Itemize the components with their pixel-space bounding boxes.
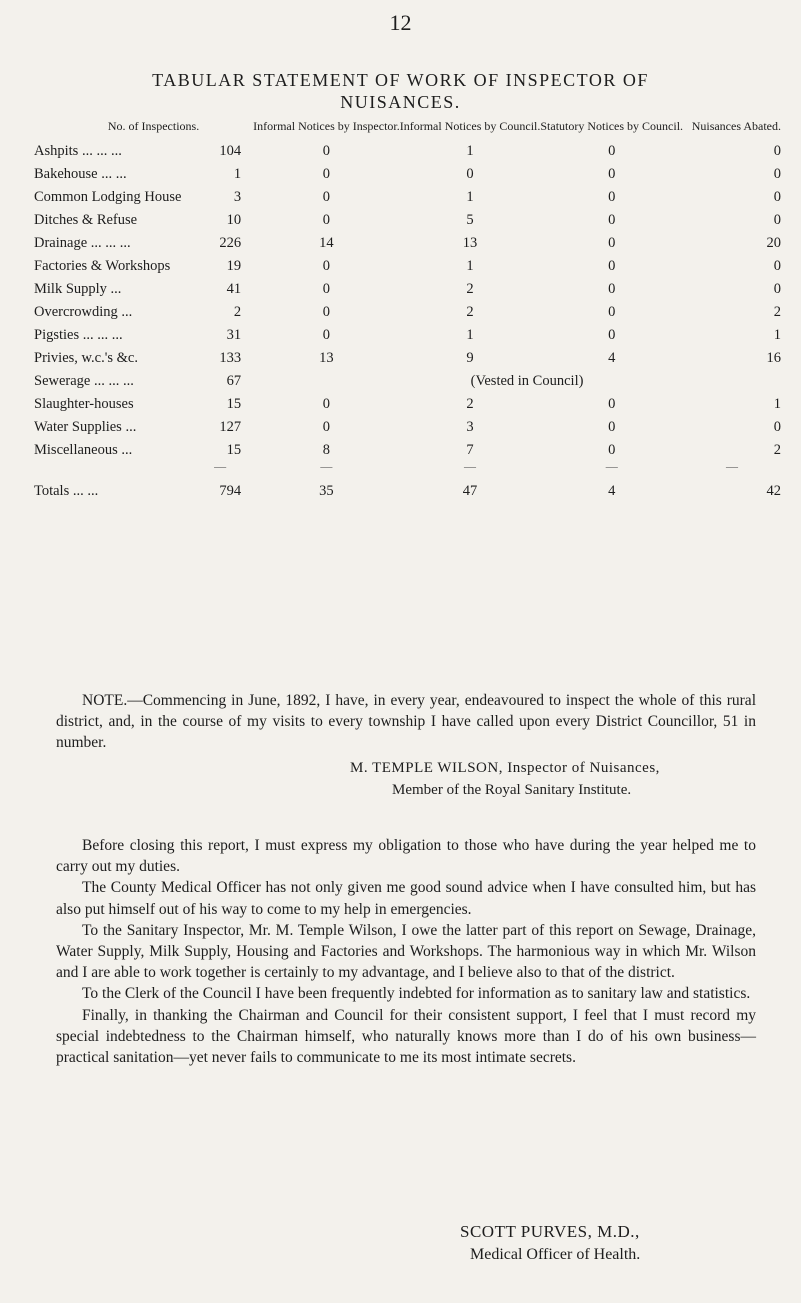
table-cell: 0 — [322, 143, 331, 159]
table-cell: 2 — [466, 396, 474, 412]
table-cell: 0 — [773, 212, 781, 228]
header-statutory-council: Statutory Notices by Council. — [540, 119, 684, 133]
table-cell: 104 — [219, 143, 242, 159]
table-row — [34, 252, 801, 275]
row-label: Factories & Workshops — [34, 258, 171, 274]
table-cell: 0 — [773, 258, 781, 274]
table-cell: 0 — [608, 396, 616, 412]
table-cell: 19 — [226, 258, 242, 274]
table-cell: 31 — [226, 327, 242, 343]
row-label: Overcrowding ... — [34, 304, 133, 320]
row-label: Common Lodging House — [34, 189, 182, 205]
table-row — [34, 160, 801, 183]
table-cell: 0 — [608, 235, 616, 251]
table-header-row — [34, 120, 801, 137]
table-cell: 10 — [226, 212, 242, 228]
table-row — [34, 275, 801, 298]
paragraph: To the Clerk of the Council I have been frequently indebted for information as to sanitary law and statistics. — [82, 985, 751, 1003]
table-cell: 226 — [219, 235, 242, 251]
inspector-signature: M. TEMPLE WILSON, Inspector of Nuisances, — [350, 760, 660, 776]
table-cell: 14 — [319, 235, 334, 251]
rule-dash: — — [726, 459, 739, 473]
row-label: Miscellaneous ... — [34, 442, 133, 458]
table-cell: 1 — [466, 327, 474, 343]
table-cell: 1 — [466, 143, 474, 159]
table-cell: 9 — [466, 350, 474, 366]
header-nuisances-abated: Nuisances Abated. — [691, 119, 781, 133]
table-cell: 2 — [773, 442, 781, 458]
table-cell: 1 — [466, 189, 474, 205]
table-cell: 0 — [608, 189, 616, 205]
table-cell: 0 — [608, 143, 616, 159]
row-label: Ashpits ... ... ... — [34, 143, 122, 159]
vested-note: (Vested in Council) — [470, 373, 584, 389]
row-label: Pigsties ... ... ... — [34, 327, 123, 343]
table-cell: 0 — [608, 327, 616, 343]
table-row — [34, 298, 801, 321]
table-cell: 0 — [608, 419, 616, 435]
table-cell: 0 — [773, 419, 781, 435]
table-cell: 13 — [462, 235, 478, 251]
rule-dash: — — [464, 459, 477, 473]
row-label: Slaughter-houses — [34, 396, 134, 412]
table-cell: 15 — [226, 396, 242, 412]
table-cell: 0 — [322, 166, 331, 182]
paragraph: Before closing this report, I must express my obligation to those who have during the year helped me to carry out my duties. — [56, 837, 756, 876]
totals-rule — [34, 459, 801, 474]
row-label: Water Supplies ... — [34, 419, 137, 435]
table-cell: 0 — [322, 419, 331, 435]
table-cell: 20 — [766, 235, 781, 251]
table-cell: 3 — [466, 419, 474, 435]
table-cell: 13 — [319, 350, 334, 366]
rule-dash: — — [214, 459, 227, 473]
table-cell: 0 — [322, 327, 331, 343]
table-cell: 15 — [226, 442, 242, 458]
table-row — [34, 137, 801, 160]
page-number: 12 — [389, 10, 412, 35]
totals-cell: 42 — [766, 483, 781, 499]
totals-cell: 794 — [219, 483, 242, 499]
table-cell: 0 — [322, 258, 331, 274]
table-cell: 1 — [773, 396, 781, 412]
table-cell: 0 — [322, 189, 331, 205]
table-cell: 2 — [773, 304, 781, 320]
table-cell: 0 — [608, 304, 616, 320]
paragraph: The County Medical Officer has not only given me good sound advice when I have consulted him, but has also put himself out of his way to come to my help in emergencies. — [56, 879, 756, 918]
table-cell: 0 — [608, 281, 616, 297]
table-cell: 41 — [226, 281, 242, 297]
nuisances-table — [34, 120, 801, 500]
closing-remarks — [56, 835, 756, 1068]
table-cell: 133 — [219, 350, 242, 366]
author-name: SCOTT PURVES, M.D., — [460, 1222, 640, 1241]
totals-cell: 35 — [319, 483, 334, 499]
author-title: Medical Officer of Health. — [470, 1246, 641, 1263]
totals-cell: 47 — [462, 483, 478, 499]
table-cell: 0 — [322, 304, 331, 320]
table-cell: 2 — [466, 281, 474, 297]
paragraph: To the Sanitary Inspector, Mr. M. Temple Wilson, I owe the latter part of this report on Sewage, Drainage, Water Supply, Milk Supply, Housing and Factories and Workshops. The harmonious way in which Mr. Wilson and I are able to work together is certainly to my advantage, and I believe also to that of the district. — [56, 921, 756, 982]
table-row — [34, 183, 801, 206]
table-cell: 3 — [233, 189, 242, 205]
table-row — [34, 390, 801, 413]
header-informal-council: Informal Notices by Council. — [399, 119, 541, 133]
table-cell: 0 — [322, 212, 331, 228]
paragraph: Finally, in thanking the Chairman and Council for their consistent support, I feel that I must record my special indebtedness to the Chairman himself, who naturally knows more than I do of his own business—practical sanitation—yet never fails to communicate to me its most intimate secrets. — [56, 1006, 756, 1067]
table-row — [34, 436, 801, 459]
table-cell: 0 — [608, 212, 616, 228]
table-cell: 0 — [322, 396, 331, 412]
table-cell: 8 — [322, 442, 331, 458]
header-inspections: No. of Inspections. — [107, 119, 200, 133]
table-cell: 4 — [608, 350, 616, 366]
table-cell: 0 — [322, 281, 331, 297]
table-row — [34, 413, 801, 436]
table-cell: 0 — [773, 189, 781, 205]
table-cell: 1 — [466, 258, 474, 274]
table-cell: 0 — [773, 143, 781, 159]
totals-label: Totals ... ... — [34, 483, 99, 499]
table-cell: 0 — [608, 258, 616, 274]
table-cell: 0 — [608, 442, 616, 458]
table-cell: 5 — [466, 212, 474, 228]
inspector-membership: Member of the Royal Sanitary Institute. — [392, 782, 632, 798]
row-label: Privies, w.c.'s &c. — [34, 350, 138, 366]
rule-dash: — — [320, 459, 333, 473]
row-label: Milk Supply ... — [34, 281, 122, 297]
table-cell: 2 — [233, 304, 242, 320]
row-label: Drainage ... ... ... — [34, 235, 131, 251]
report-title-continued: NUISANCES. — [340, 92, 461, 112]
inspector-note: NOTE.—Commencing in June, 1892, I have, in every year, endeavoured to inspect the whole of this rural district, and, in the course of my visits to every township I have called upon every District Councillor, 51 in number. — [56, 692, 756, 751]
table-cell: 67 — [226, 373, 242, 389]
table-cell: 0 — [466, 166, 474, 182]
table-cell: 1 — [773, 327, 781, 343]
table-row — [34, 229, 801, 252]
table-cell: 0 — [773, 166, 781, 182]
row-label: Ditches & Refuse — [34, 212, 138, 228]
table-row — [34, 321, 801, 344]
table-row — [34, 344, 801, 367]
totals-cell: 4 — [608, 483, 616, 499]
report-title: TABULAR STATEMENT OF WORK OF INSPECTOR OF — [152, 70, 649, 90]
table-cell: 7 — [466, 442, 474, 458]
row-label: Sewerage ... ... ... — [34, 373, 134, 389]
table-row — [34, 367, 801, 390]
table-cell: 0 — [608, 166, 616, 182]
header-informal-inspector: Informal Notices by Inspector. — [253, 119, 400, 133]
table-cell: 127 — [219, 419, 242, 435]
totals-row — [34, 474, 801, 500]
table-row — [34, 206, 801, 229]
table-cell: 2 — [466, 304, 474, 320]
table-cell: 0 — [773, 281, 781, 297]
row-label: Bakehouse ... ... — [34, 166, 127, 182]
rule-dash: — — [605, 459, 618, 473]
table-cell: 1 — [233, 166, 242, 182]
table-cell: 16 — [766, 350, 781, 366]
